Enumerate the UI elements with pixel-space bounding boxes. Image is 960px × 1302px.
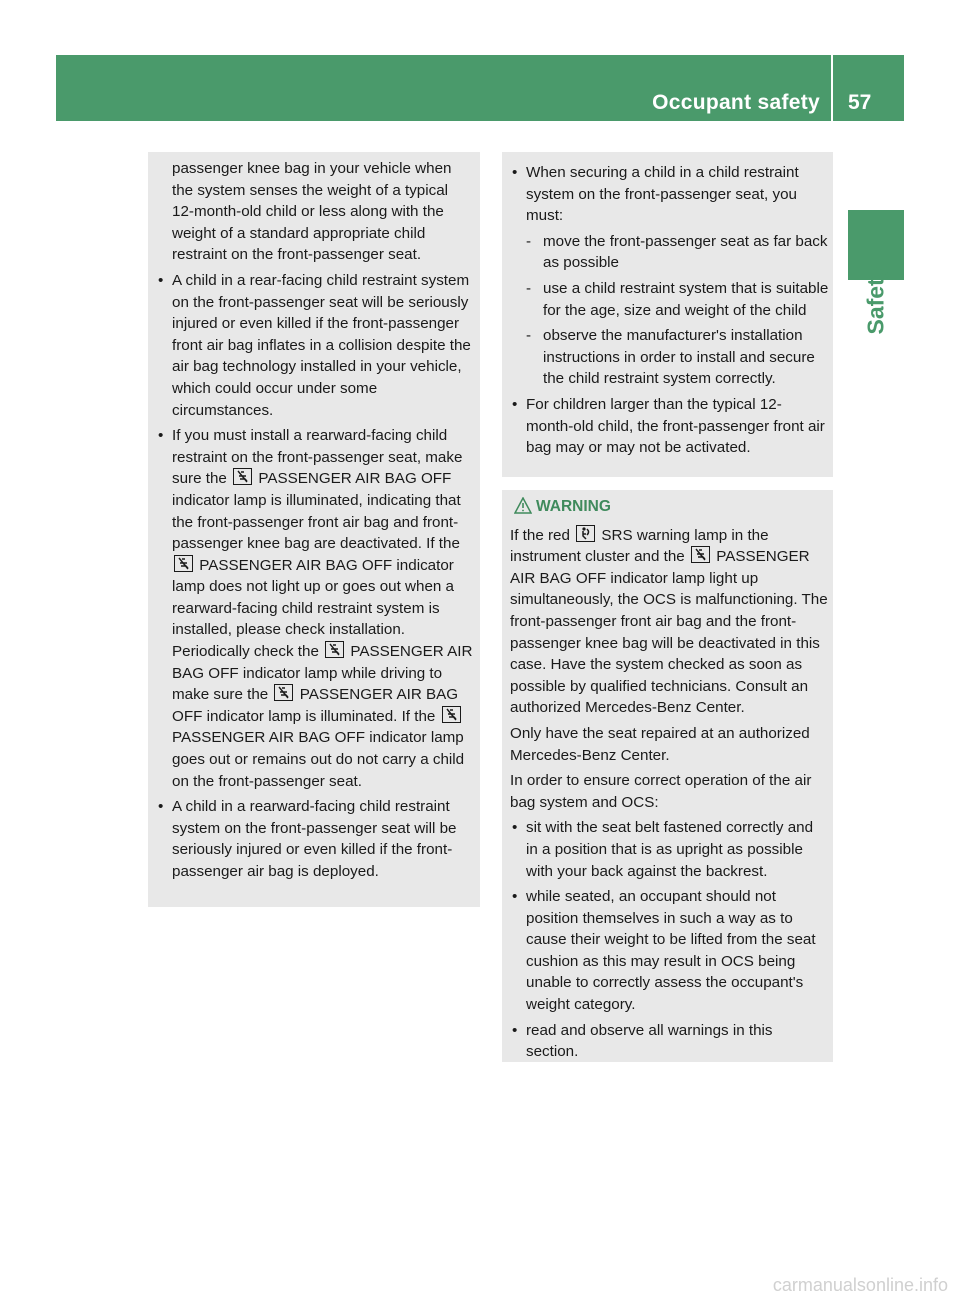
- warning-paragraph-1: [510, 525, 829, 719]
- srs-warning-icon: [576, 525, 595, 542]
- text: SRS warning lamp in the instrument cluster and the: [510, 526, 769, 566]
- passenger-airbag-off-icon: [325, 641, 344, 658]
- dash-move-seat: - move the front-passenger seat as far back as possible: [526, 231, 829, 274]
- passenger-airbag-off-icon: [442, 706, 461, 723]
- bullet-rearward-deployed: • A child in a rearward-facing child restraint system on the front-passenger seat will be seriously injured or even killed if the front-passenger air bag is deployed.: [172, 796, 474, 882]
- left-content-box: [148, 152, 480, 907]
- bullet-rear-facing-danger: • A child in a rear-facing child restraint system on the front-passenger seat will be seriously injured or even killed if the front-passenger front air bag inflates in a collision despite the air bag technology installed in your vehicle, which could occur under some circumstances.: [172, 270, 474, 421]
- passenger-airbag-off-icon: [174, 555, 193, 572]
- bullet-larger-children: • For children larger than the typical 12-month-old child, the front-passenger front air bag may or may not be activated.: [526, 394, 829, 459]
- passenger-airbag-off-icon: [691, 546, 710, 563]
- warning-box: [502, 490, 833, 1062]
- text: PASSENGER AIR BAG OFF indicator lamp is illuminated. If the: [172, 686, 459, 725]
- header-bar: [56, 55, 904, 121]
- bullet-securing-child: • When securing a child in a child restraint system on the front-passenger seat, you must:: [526, 162, 829, 227]
- warning-bullet-weight-lift: • while seated, an occupant should not position themselves in such a way as to cause their weight to be lifted from the seat cushion as this may result in OCS being unable to correctly assess the occupant's weight category.: [510, 886, 829, 1016]
- section-title: Occupant safety: [652, 91, 820, 114]
- bullet-install-rearward: [172, 425, 474, 792]
- text: PASSENGER AIR BAG OFF indicator lamp goes out or remains out do not carry a child on the front-passenger seat.: [172, 729, 465, 790]
- warning-triangle-icon: [514, 497, 532, 521]
- text: PASSENGER AIR BAG OFF indicator lamp while driving to make sure the: [172, 643, 473, 704]
- warning-paragraph-3: In order to ensure correct operation of the air bag system and OCS:: [510, 772, 812, 811]
- passenger-airbag-off-icon: [233, 468, 252, 485]
- warning-heading: WARNING: [536, 498, 611, 515]
- warning-bullet-seat-belt: • sit with the seat belt fastened correctly and in a position that is as upright as possible with your back against the backrest.: [510, 817, 829, 882]
- passenger-airbag-off-icon: [274, 684, 293, 701]
- warning-bullet-read-warnings: • read and observe all warnings in this section.: [510, 1020, 829, 1063]
- chapter-label: Safety: [862, 265, 889, 335]
- watermark: carmanualsonline.info: [772, 1275, 948, 1295]
- page-number: 57: [848, 91, 872, 114]
- intro-paragraph: passenger knee bag in your vehicle when the system senses the weight of a typical 12-month-old child or less along with the weight of a standard appropriate child restraint on the front-passenger seat.: [172, 160, 452, 264]
- text: PASSENGER AIR BAG OFF indicator lamp light up simultaneously, the OCS is malfunctioning. The front-passenger front air bag and the front-passenger knee bag will be deactivated in this case. Have the system checked as soon as possible by qualified technicians. Consult an authorized Mercedes-Benz Center.: [510, 548, 828, 717]
- right-content-box: [502, 152, 833, 477]
- text: If the red: [510, 526, 570, 544]
- dash-suitable-restraint: - use a child restraint system that is suitable for the age, size and weight of the child: [526, 278, 829, 321]
- warning-paragraph-2: Only have the seat repaired at an authorized Mercedes-Benz Center.: [510, 724, 810, 764]
- text: If you must install a rearward-facing child restraint on the front-passenger seat, make sure the: [172, 427, 463, 488]
- dash-manufacturer-instructions: - observe the manufacturer's installation instructions in order to install and secure the child restraint system correctly.: [526, 325, 829, 390]
- text: PASSENGER AIR BAG OFF indicator lamp is illuminated, indicating that the front-passenger front air bag and front-passenger knee bag are deactivated. If the: [172, 470, 461, 553]
- header-divider: [831, 55, 833, 121]
- warning-header: [514, 496, 829, 521]
- text: PASSENGER AIR BAG OFF indicator lamp does not light up or goes out when a rearward-facing child restraint system is installed, please check installation. Periodically check the: [172, 556, 454, 661]
